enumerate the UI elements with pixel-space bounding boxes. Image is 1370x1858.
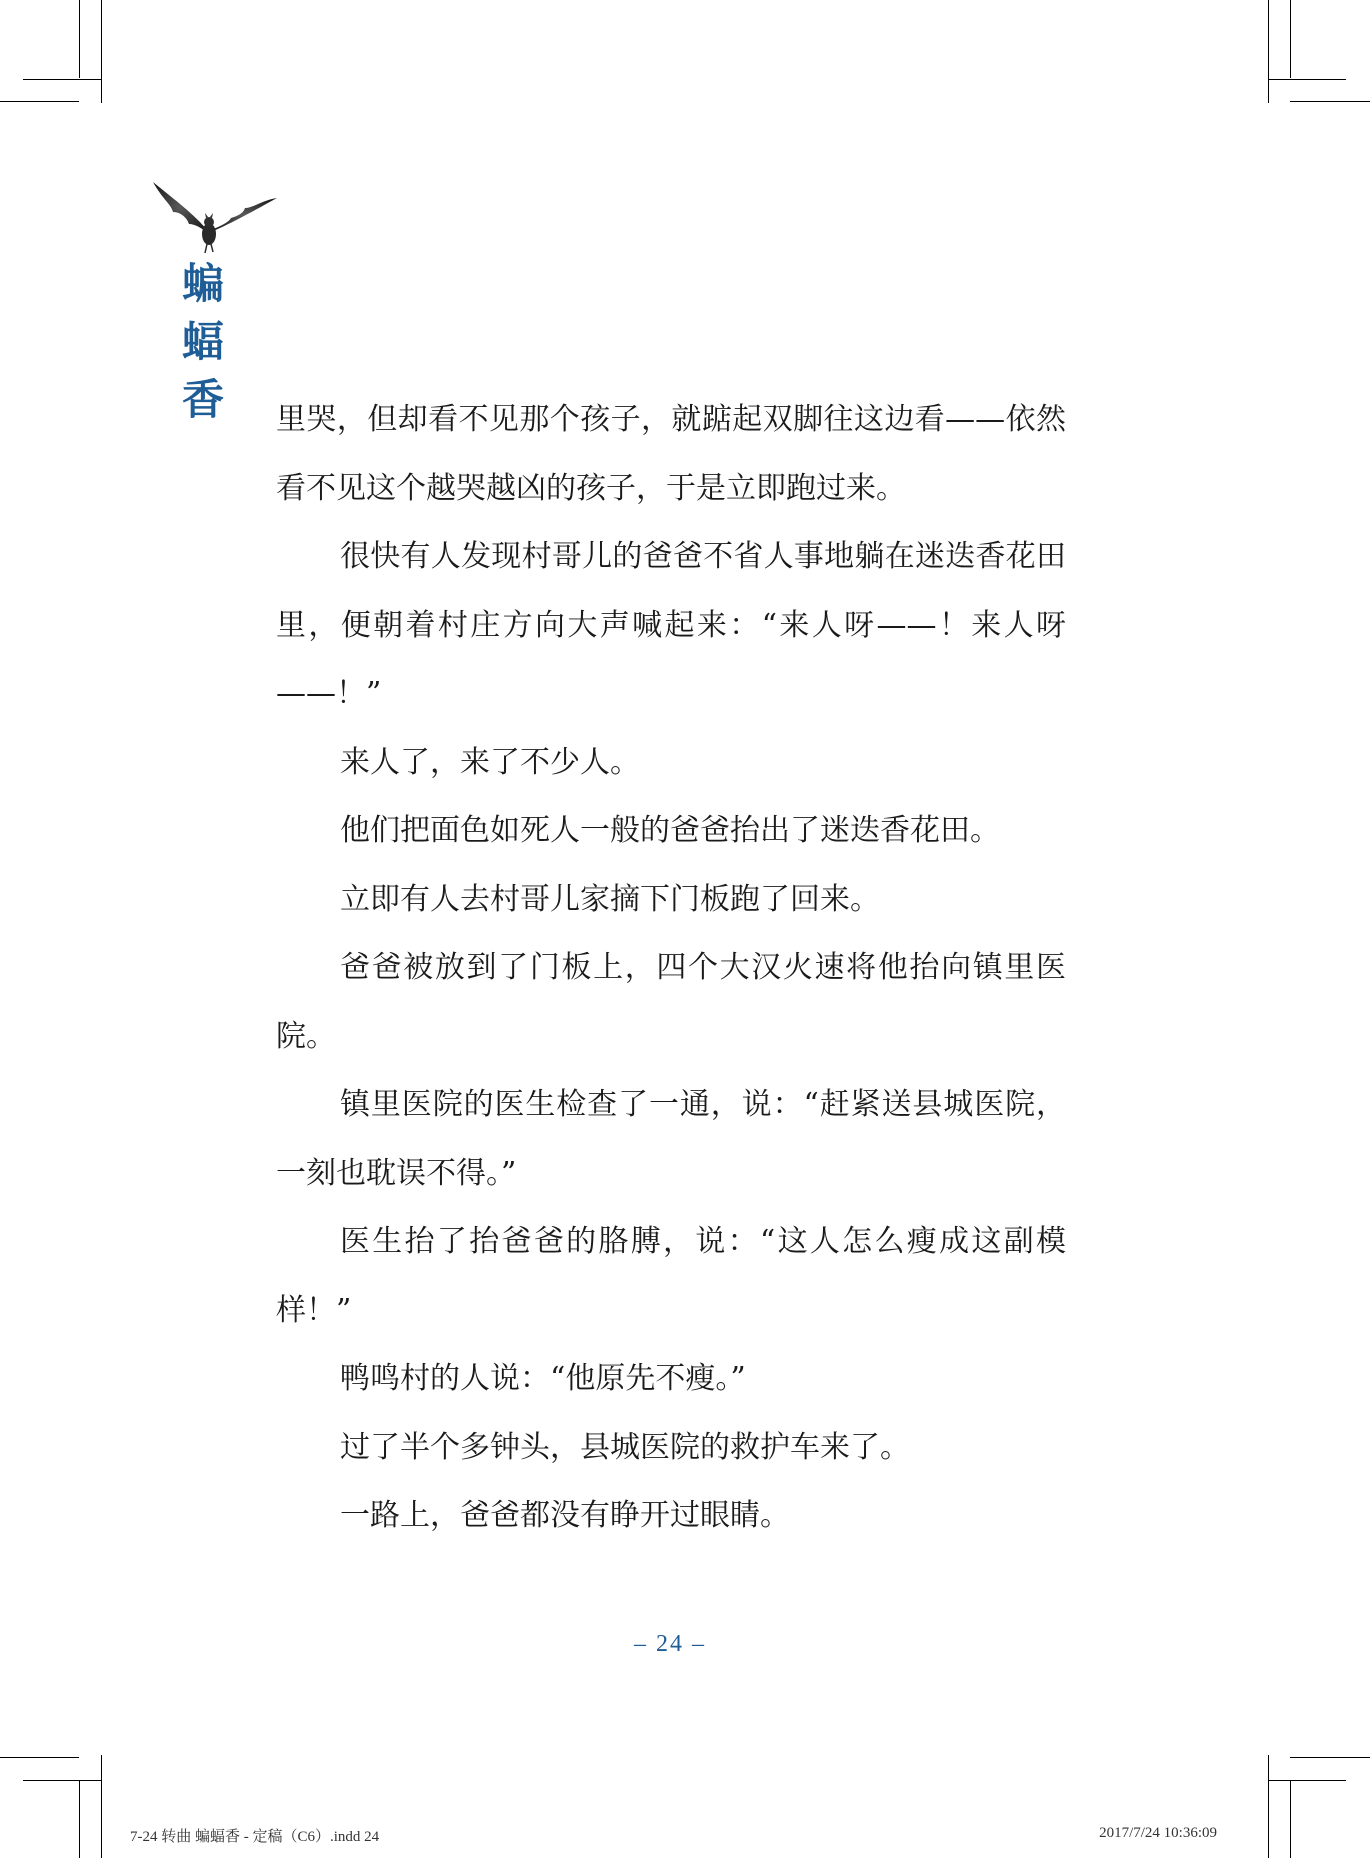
print-slug-filename: 7-24 转曲 蝙蝠香 - 定稿（C6）.indd 24: [130, 1829, 380, 1845]
paragraph: 一路上，爸爸都没有睁开过眼睛。: [340, 1498, 790, 1533]
paragraph: 医生抬了抬爸爸的胳膊，说：“这人怎么瘦成这副模样！”: [276, 1224, 1066, 1328]
paragraph: 他们把面色如死人一般的爸爸抬出了迷迭香花田。: [340, 813, 1000, 848]
paragraph: 镇里医院的医生检查了一通，说：“赶紧送县城医院，一刻也耽误不得。”: [276, 1087, 1066, 1191]
body-text: [276, 386, 1066, 1551]
paragraph: 很快有人发现村哥儿的爸爸不省人事地躺在迷迭香花田里，便朝着村庄方向大声喊起来：“来人呀——！来人呀——！”: [276, 539, 1066, 711]
title-char: 蝙: [181, 259, 224, 308]
vertical-title: [178, 255, 228, 429]
bat-icon: [145, 160, 285, 255]
paragraph: 爸爸被放到了门板上，四个大汉火速将他抬向镇里医院。: [276, 950, 1066, 1054]
paragraph: 鸭鸣村的人说：“他原先不瘦。”: [340, 1361, 746, 1396]
paragraph: 里哭，但却看不见那个孩子，就踮起双脚往这边看——依然看不见这个越哭越凶的孩子，于是立即跑过来。: [276, 402, 1066, 506]
paragraph: 来人了，来了不少人。: [340, 744, 640, 780]
page-number: – 24 –: [634, 1631, 706, 1657]
paragraph: 过了半个多钟头，县城医院的救护车来了。: [340, 1429, 910, 1465]
title-char: 蝠: [181, 317, 224, 366]
print-slug-timestamp: 2017/7/24 10:36:09: [1099, 1825, 1217, 1841]
title-char: 香: [181, 375, 224, 424]
paragraph: 立即有人去村哥儿家摘下门板跑了回来。: [340, 881, 880, 917]
